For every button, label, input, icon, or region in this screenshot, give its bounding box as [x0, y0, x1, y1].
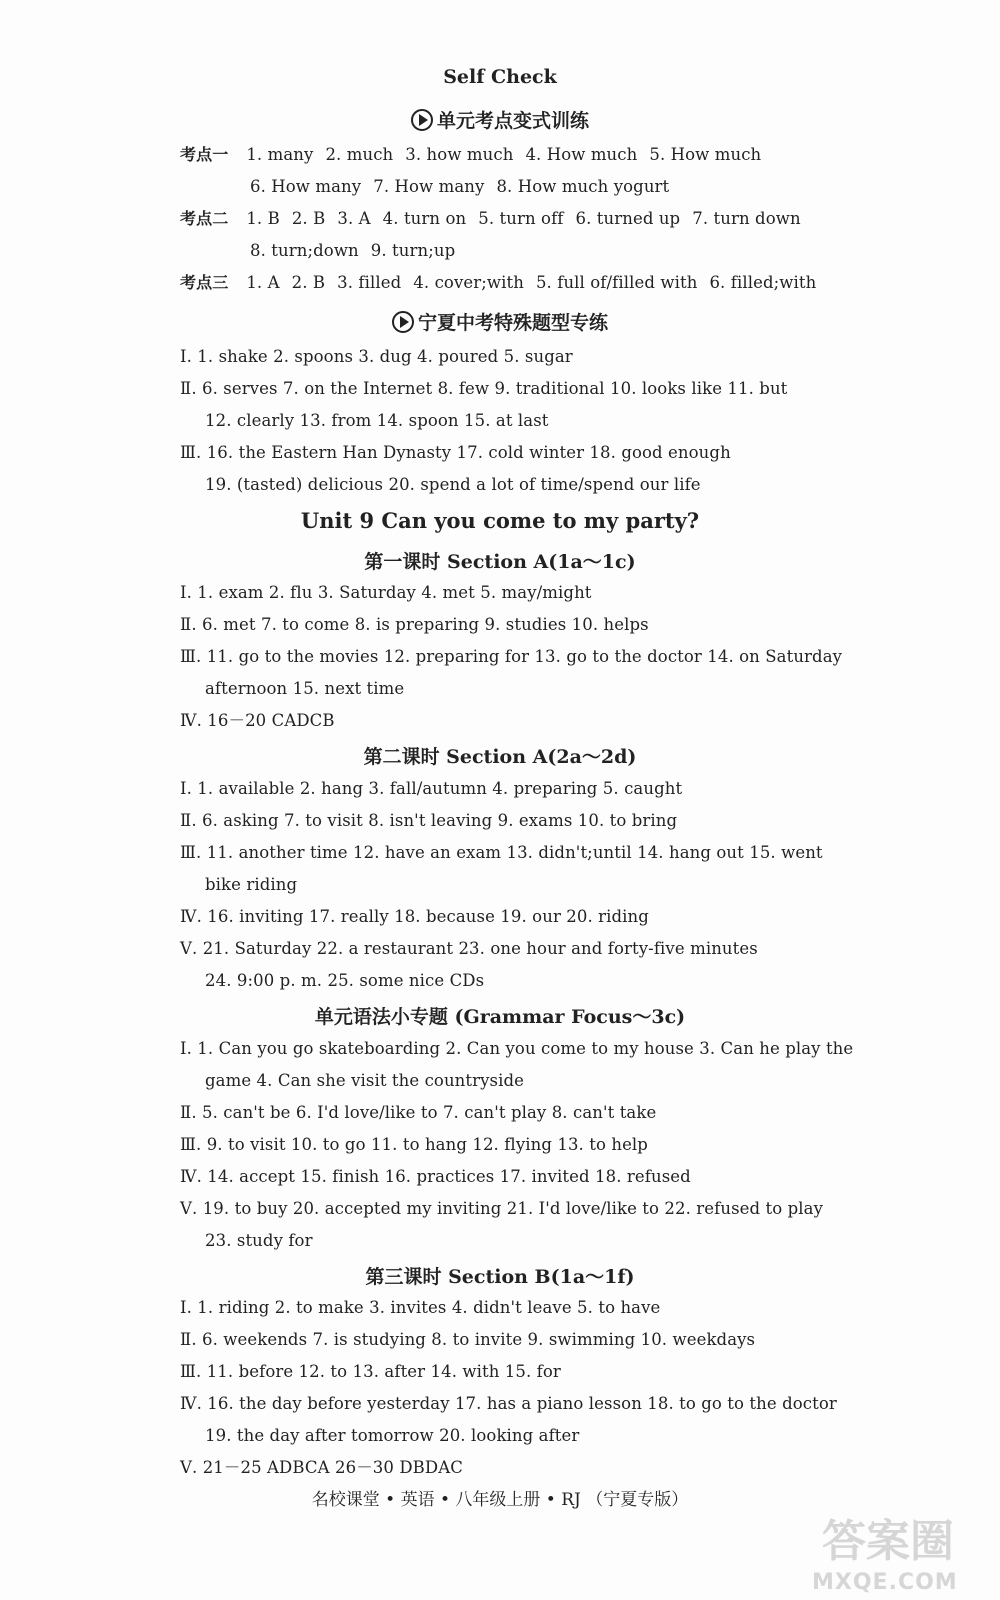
s3-line5: 19. the day after tomorrow 20. looking after [205, 1426, 580, 1445]
answer: 5. full of/filled with [535, 273, 698, 292]
nx-line3: 12. clearly 13. from 14. spoon 15. at last [205, 411, 549, 430]
watermark-logo [812, 1505, 982, 1595]
answer: 4. How much [525, 145, 638, 164]
unit-title: Unit 9 Can you come to my party? [300, 508, 700, 533]
g-line4: Ⅲ. 9. to visit 10. to go 11. to hang 12. flying 13. to help [180, 1135, 648, 1154]
answer: 5. How much [649, 145, 762, 164]
answer: 2. B [291, 273, 326, 292]
page-footer: 名校课堂 • 英语 • 八年级上册 • RJ （宁夏专版） [311, 1490, 689, 1510]
s1-line3: Ⅲ. 11. go to the movies 12. preparing for 13. go to the doctor 14. on Saturday [180, 647, 843, 666]
answer: 6. turned up [575, 209, 681, 228]
answer: 1. B [246, 209, 280, 228]
kd3-label: 考点三 [180, 273, 229, 292]
s2-line7: 24. 9:00 p. m. 25. some nice CDs [205, 971, 485, 990]
banner-ningxia [0, 308, 1000, 335]
answer: 9. turn;up [370, 241, 456, 260]
watermark-glyph-icon: 答案圈 [822, 1516, 954, 1567]
kd1-line1 [180, 144, 773, 166]
s1-line4: afternoon 15. next time [205, 679, 405, 698]
self-check-title: Self Check [443, 66, 557, 88]
g-line3: Ⅱ. 5. can't be 6. I'd love/like to 7. can't play 8. can't take [180, 1103, 657, 1122]
answer: 7. turn down [692, 209, 801, 228]
s2-line6: Ⅴ. 21. Saturday 22. a restaurant 23. one hour and forty-five minutes [180, 939, 758, 958]
s1-line1: Ⅰ. 1. exam 2. flu 3. Saturday 4. met 5. may/might [180, 583, 592, 602]
banner-ningxia-text: 宁夏中考特殊题型专练 [417, 312, 608, 334]
nx-line2: Ⅱ. 6. serves 7. on the Internet 8. few 9. traditional 10. looks like 11. but [180, 379, 788, 398]
answer: 5. turn off [478, 209, 564, 228]
banner-unit-points [0, 106, 1000, 133]
s1-line2: Ⅱ. 6. met 7. to come 8. is preparing 9. studies 10. helps [180, 615, 649, 634]
g-line2: game 4. Can she visit the countryside [205, 1071, 525, 1090]
s2-line3: Ⅲ. 11. another time 12. have an exam 13. didn't;until 14. hang out 15. went [180, 843, 823, 862]
s3-line2: Ⅱ. 6. weekends 7. is studying 8. to invite 9. swimming 10. weekdays [180, 1330, 756, 1349]
section1-title: 第一课时 Section A(1a～1c) [364, 551, 636, 573]
kd2-label: 考点二 [180, 209, 229, 228]
answer: 2. much [325, 145, 394, 164]
kd3-line1 [180, 272, 828, 294]
answer: 3. A [337, 209, 371, 228]
kd1-label: 考点一 [180, 145, 229, 164]
g-line1: Ⅰ. 1. Can you go skateboarding 2. Can you come to my house 3. Can he play the [180, 1039, 854, 1058]
kd2-line1 [180, 208, 813, 230]
answer: 3. how much [405, 145, 514, 164]
answer: 2. B [291, 209, 326, 228]
nx-line4: Ⅲ. 16. the Eastern Han Dynasty 17. cold winter 18. good enough [180, 443, 731, 462]
s3-line3: Ⅲ. 11. before 12. to 13. after 14. with 15. for [180, 1362, 561, 1381]
answer: 3. filled [337, 273, 402, 292]
nx-line5: 19. (tasted) delicious 20. spend a lot of time/spend our life [205, 475, 701, 494]
answer: 1. A [246, 273, 280, 292]
s1-line5: Ⅳ. 16－20 CADCB [180, 711, 335, 730]
g-line6: Ⅴ. 19. to buy 20. accepted my inviting 21. I'd love/like to 22. refused to play [180, 1199, 824, 1218]
s3-line6: Ⅴ. 21－25 ADBCA 26－30 DBDAC [180, 1458, 463, 1477]
grammar-title: 单元语法小专题 (Grammar Focus～3c) [314, 1006, 686, 1028]
s2-line1: Ⅰ. 1. available 2. hang 3. fall/autumn 4. preparing 5. caught [180, 779, 683, 798]
s2-line5: Ⅳ. 16. inviting 17. really 18. because 19. our 20. riding [180, 907, 649, 926]
answer: 8. turn;down [250, 241, 359, 260]
kd2-line2 [250, 240, 467, 262]
section2-title: 第二课时 Section A(2a～2d) [363, 746, 637, 768]
g-line5: Ⅳ. 14. accept 15. finish 16. practices 17. invited 18. refused [180, 1167, 691, 1186]
s2-line2: Ⅱ. 6. asking 7. to visit 8. isn't leaving 9. exams 10. to bring [180, 811, 678, 830]
arrow-circle-icon [392, 311, 414, 333]
answer: 4. turn on [382, 209, 467, 228]
kd1-line2 [250, 176, 681, 198]
banner-unit-points-text: 单元考点变式训练 [436, 110, 589, 132]
nx-line1: Ⅰ. 1. shake 2. spoons 3. dug 4. poured 5. sugar [180, 347, 573, 366]
s3-line4: Ⅳ. 16. the day before yesterday 17. has a piano lesson 18. to go to the doctor [180, 1394, 837, 1413]
answer: 4. cover;with [413, 273, 524, 292]
s2-line4: bike riding [205, 875, 298, 894]
answer: 8. How much yogurt [496, 177, 670, 196]
answer: 1. many [246, 145, 314, 164]
g-line7: 23. study for [205, 1231, 313, 1250]
arrow-circle-icon [411, 109, 433, 131]
section3-title: 第三课时 Section B(1a～1f) [365, 1266, 635, 1288]
answer: 6. How many [250, 177, 362, 196]
watermark-text: MXQE.COM [812, 1570, 958, 1595]
answer: 7. How many [373, 177, 485, 196]
s3-line1: Ⅰ. 1. riding 2. to make 3. invites 4. didn't leave 5. to have [180, 1298, 661, 1317]
answer: 6. filled;with [709, 273, 817, 292]
